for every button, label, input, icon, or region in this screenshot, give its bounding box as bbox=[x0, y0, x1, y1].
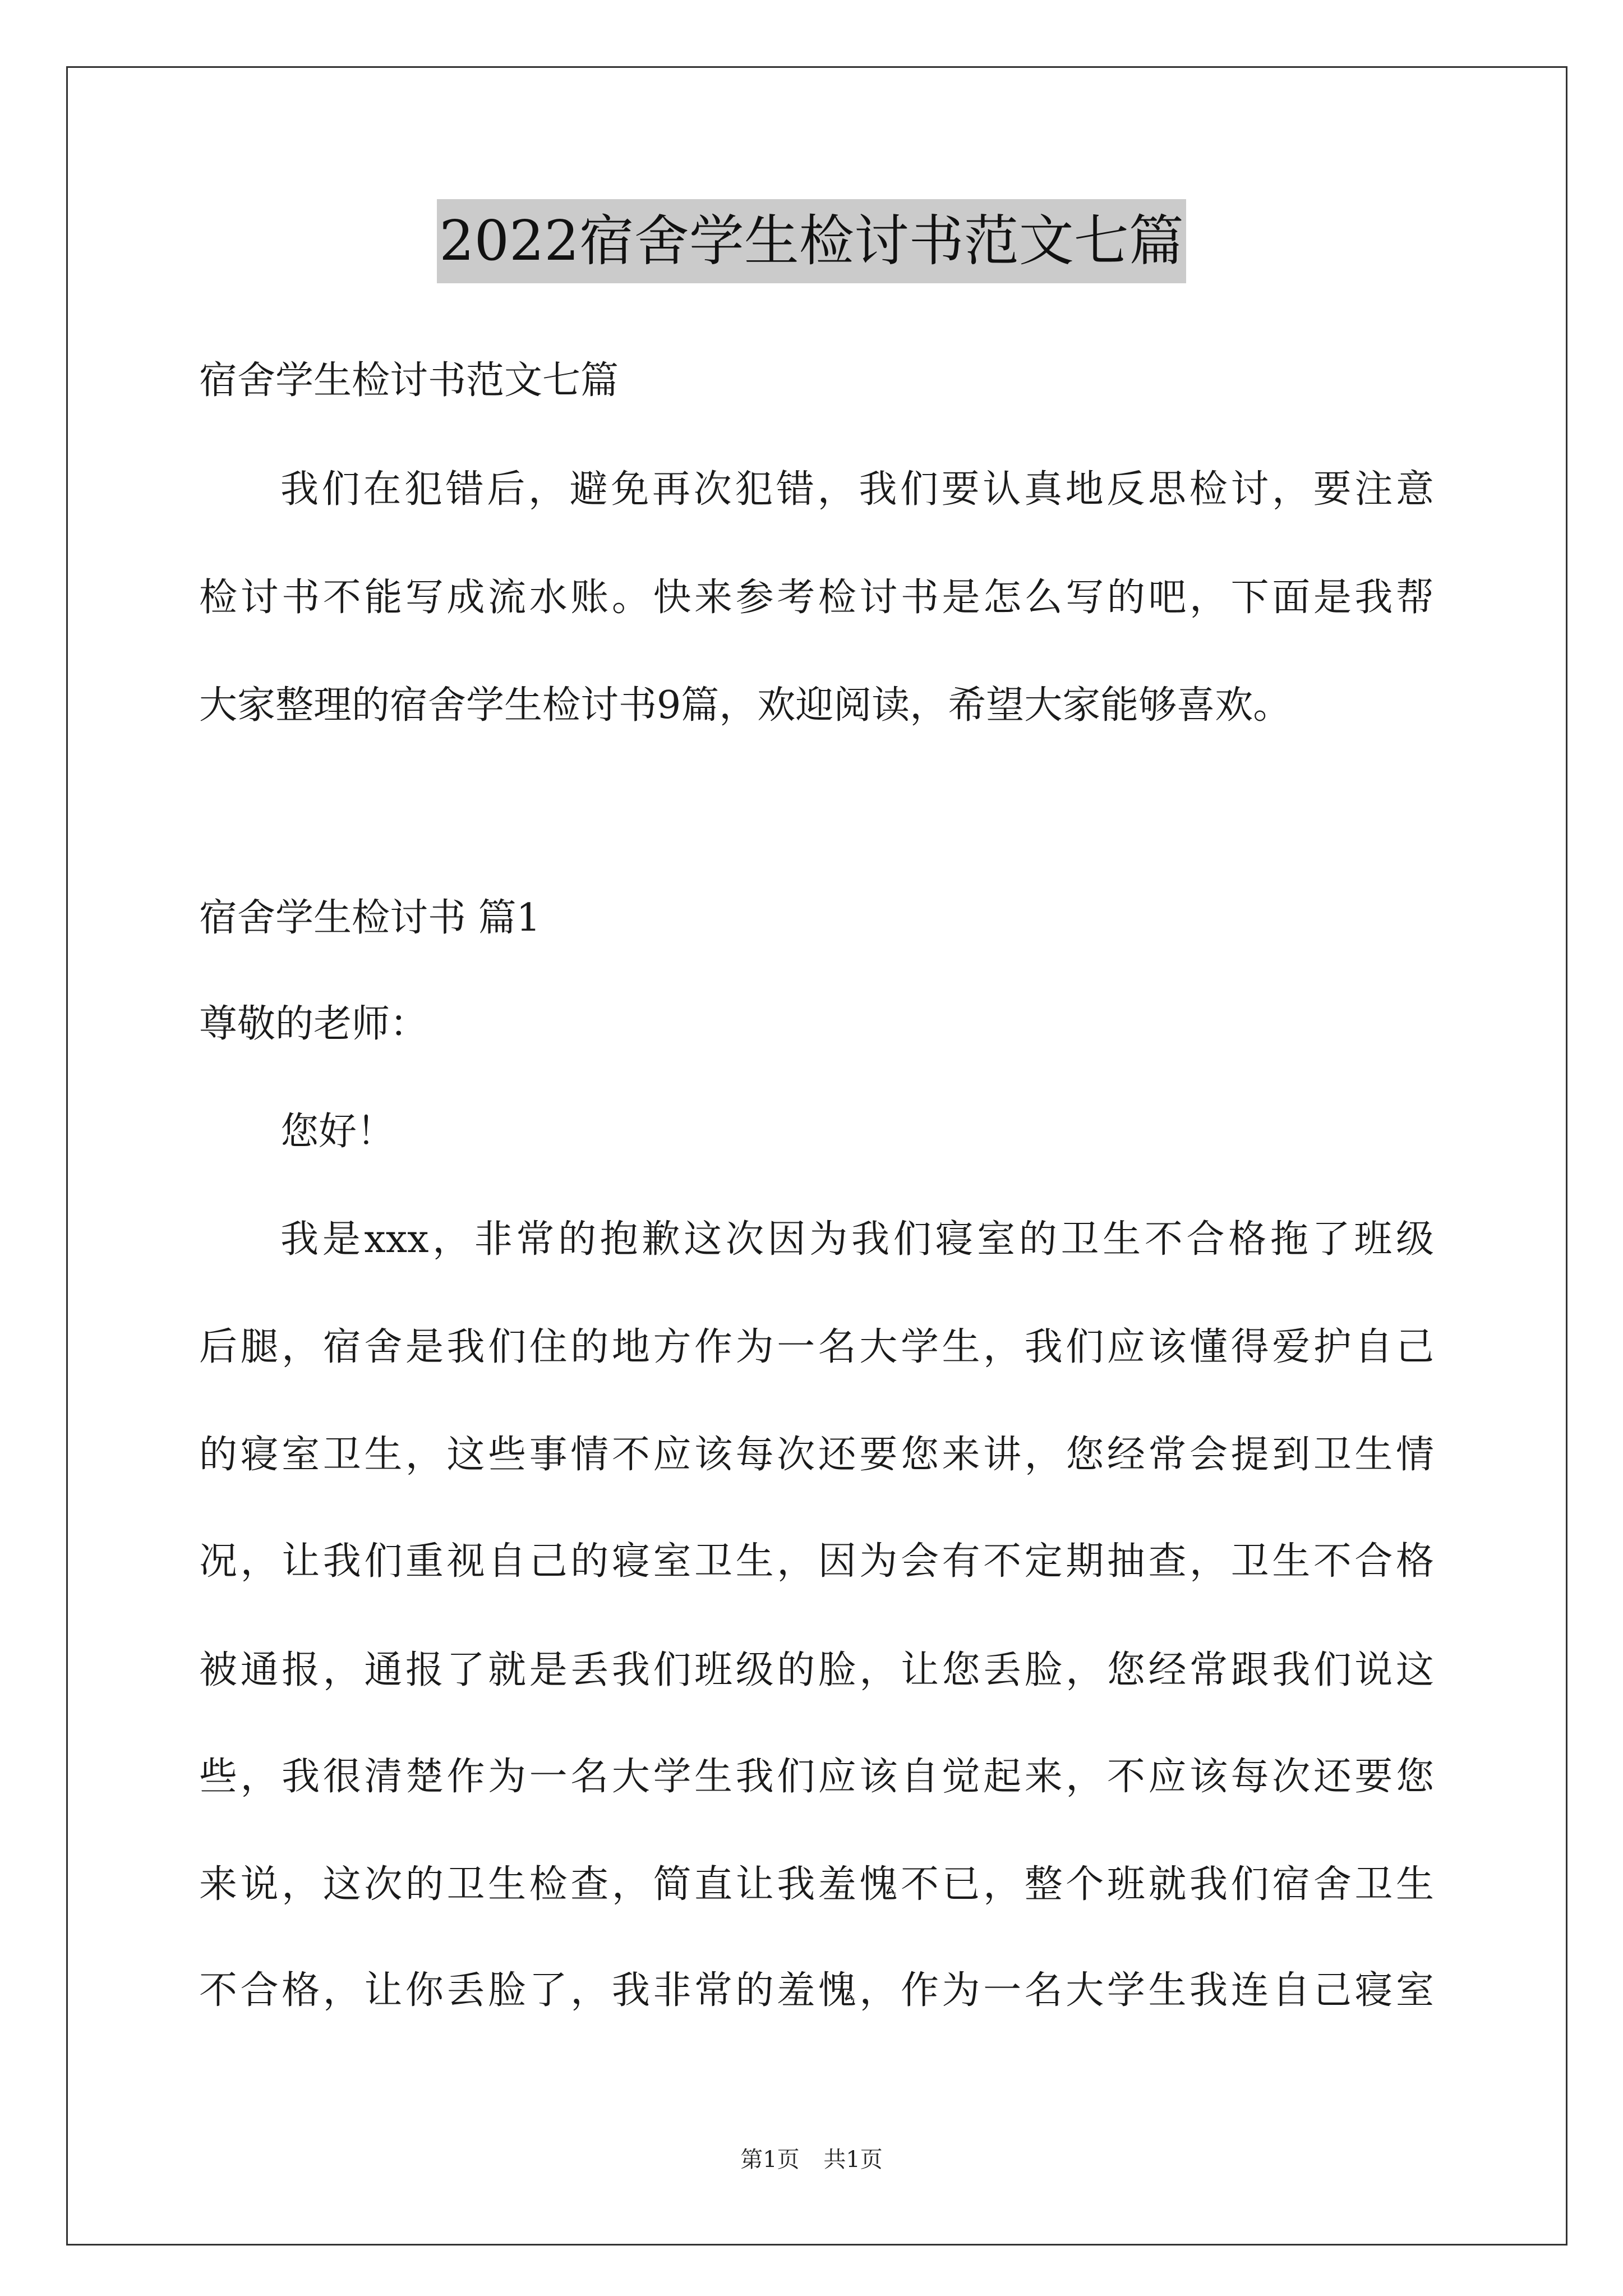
body-line: 不合格，让你丢脸了，我非常的羞愧，作为一名大学生我连自己寝室 bbox=[199, 1968, 1434, 2013]
intro-line: 大家整理的宿舍学生检讨书9篇，欢迎阅读，希望大家能够喜欢。 bbox=[199, 683, 1292, 728]
section-heading: 宿舍学生检讨书 篇1 bbox=[199, 896, 541, 940]
body-line: 况，让我们重视自己的寝室卫生，因为会有不定期抽查，卫生不合格 bbox=[199, 1539, 1434, 1584]
body-line: 些，我很清楚作为一名大学生我们应该自觉起来，不应该每次还要您 bbox=[199, 1755, 1434, 1799]
greeting: 您好！ bbox=[280, 1110, 395, 1154]
intro-line: 检讨书不能写成流水账。快来参考检讨书是怎么写的吧，下面是我帮 bbox=[199, 576, 1434, 620]
intro-line: 我们在犯错后，避免再次犯错，我们要认真地反思检讨，要注意 bbox=[280, 467, 1434, 512]
document-title: 2022宿舍学生检讨书范文七篇 bbox=[437, 199, 1186, 283]
body-line: 被通报，通报了就是丢我们班级的脸，让您丢脸，您经常跟我们说这 bbox=[199, 1648, 1434, 1692]
body-line: 后腿，宿舍是我们住的地方作为一名大学生，我们应该懂得爱护自己 bbox=[199, 1325, 1434, 1369]
body-line: 来说，这次的卫生检查，简直让我羞愧不已，整个班就我们宿舍卫生 bbox=[199, 1862, 1434, 1907]
page-footer: 第1页 共1页 bbox=[740, 2147, 883, 2173]
salutation: 尊敬的老师： bbox=[199, 1002, 428, 1046]
document-subtitle: 宿舍学生检讨书范文七篇 bbox=[199, 358, 619, 403]
body-line: 的寝室卫生，这些事情不应该每次还要您来讲，您经常会提到卫生情 bbox=[199, 1433, 1434, 1477]
body-line: 我是xxx，非常的抱歉这次因为我们寝室的卫生不合格拖了班级 bbox=[280, 1217, 1434, 1262]
title-row bbox=[0, 199, 1623, 283]
